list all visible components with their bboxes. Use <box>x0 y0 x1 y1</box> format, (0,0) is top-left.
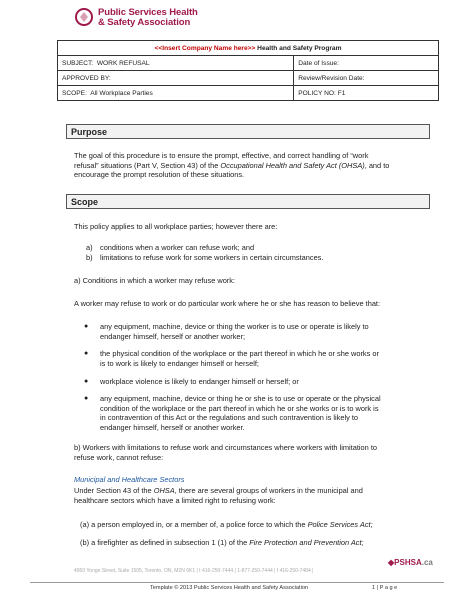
purpose-line-2a: refusal” situations (Part V, Section 43) of the <box>74 160 221 170</box>
bullet-icon: ● <box>84 350 89 357</box>
bullet-icon: ● <box>84 378 89 385</box>
bullet-2-line-1: the physical condition of the workplace or the part thereof in which he or she works or <box>100 349 379 358</box>
bullet-1-line-1: any equipment, machine, device or thing the worker is to use or operate is likely to <box>100 322 369 331</box>
review-date-cell <box>294 71 439 86</box>
logo-text <box>98 8 198 28</box>
scope-heading: Scope <box>66 194 430 209</box>
scope-value: All Workplace Parties <box>90 89 153 97</box>
bullet-icon: ● <box>84 395 89 402</box>
bullet-3-line-1: workplace violence is likely to endanger himself or herself; or <box>100 377 299 386</box>
date-of-issue-cell <box>294 56 439 71</box>
scope-item-a-text: conditions when a worker can refuse work; and <box>100 243 255 252</box>
fire-protection-act: Fire Protection and Prevention Act; <box>249 538 364 547</box>
approved-by-label: APPROVED BY: <box>62 74 111 82</box>
pshsa-logo <box>74 5 214 37</box>
subject-label: SUBJECT: <box>62 59 94 67</box>
ohsa-reference: Occupational Health and Safety Act (OHSA) <box>220 160 365 170</box>
logo-line2: & Safety Association <box>98 17 191 28</box>
pshsa-brand-name: PSHSA <box>394 558 422 567</box>
program-title-suffix: Health and Safety Program <box>255 44 342 52</box>
limited-item-a <box>80 520 442 530</box>
program-title <box>58 41 439 56</box>
section-43-line-1c: , there are several groups of workers in the municipal and <box>174 486 363 495</box>
scope-label: SCOPE: <box>62 89 87 97</box>
pshsa-brand <box>388 558 433 567</box>
purpose-heading: Purpose <box>66 124 430 139</box>
review-date-label: Review/Revision Date: <box>298 74 365 82</box>
footer-copyright: Template © 2013 Public Services Health and Safety Association <box>150 585 309 591</box>
subject-cell <box>58 56 294 71</box>
logo-line1: Public Services Health <box>98 7 198 18</box>
pshsa-brand-suffix: .ca <box>421 558 433 567</box>
limitations-line-1: b) Workers with limitations to refuse work and circumstances where workers with limitation to <box>74 443 377 452</box>
conditions-heading: a) Conditions in which a worker may refuse work: <box>74 276 236 285</box>
bullet-2-line-2: is to work is likely to endanger himself or herself; <box>100 358 259 368</box>
policy-no-label: POLICY NO: <box>298 89 336 97</box>
section-43-line-1a: Under Section 43 of the <box>74 486 154 495</box>
conditions-intro: A worker may refuse to work or do particular work where he or she has reason to believe that: <box>74 299 381 308</box>
purpose-line-2 <box>74 161 436 171</box>
bullet-4-line-3: in contravention of this Act or the regulations and such contravention is likely to <box>100 413 358 423</box>
purpose-line-2c: , and to <box>364 160 390 170</box>
footer-page-number: 1 | P a g e <box>372 585 398 591</box>
policy-no-cell <box>294 86 439 101</box>
limited-item-b <box>80 538 442 548</box>
purpose-line-1: The goal of this procedure is to ensure the prompt, effective, and correct handling of “work <box>74 151 369 160</box>
scope-item-a-marker: a) <box>86 243 93 252</box>
section-43-line-2: healthcare sectors which have a limited right to refusing work: <box>74 495 276 505</box>
purpose-paragraph <box>74 151 436 180</box>
date-of-issue-label: Date of Issue: <box>298 59 339 67</box>
scope-cell <box>58 86 294 101</box>
footer-address: 4950 Yonge Street, Suite 1505, Toronto, ON, M2N 6K1 | t 416-250-7444 | 1-877-250-7444 | f 416-250-7484 | <box>74 568 314 574</box>
pshsa-mark-icon: ◆ <box>388 558 395 567</box>
limitations-line-2: refuse work, cannot refuse: <box>74 452 164 462</box>
policy-no-value: F1 <box>337 89 346 97</box>
section-43-paragraph <box>74 486 436 505</box>
bullet-icon: ● <box>84 323 89 330</box>
bullet-4-line-1: any equipment, machine, device or thing he or she is to use or operate or the physical <box>100 394 381 403</box>
company-name-placeholder: <<Insert Company Name here>> <box>154 44 256 52</box>
scope-item-b-text: limitations to refuse work for some workers in certain circumstances. <box>100 253 324 262</box>
scope-intro: This policy applies to all workplace parties; however there are: <box>74 222 278 231</box>
document-header-table <box>57 40 439 101</box>
ohsa-abbrev: OHSA <box>153 486 175 495</box>
bullet-4-line-2: condition of the workplace or the part thereof in which he or she works or is to work is <box>100 403 379 413</box>
bullet-4-line-4: endanger himself, herself or another worker. <box>100 422 245 432</box>
footer-divider <box>30 582 444 583</box>
approved-by-cell <box>58 71 294 86</box>
limited-item-a-text: (a) a person employed in, or a member of, a police force to which the <box>80 520 308 529</box>
purpose-line-3: encourage the prompt resolution of these situations. <box>74 170 245 180</box>
limitations-heading <box>74 443 436 462</box>
municipal-subheading: Municipal and Healthcare Sectors <box>74 475 185 484</box>
police-services-act: Police Services Act; <box>307 520 373 529</box>
section-43-line-1 <box>74 486 436 496</box>
limited-item-b-text: (b) a firefighter as defined in subsection 1 (1) of the <box>80 538 250 547</box>
subject-value: WORK REFUSAL <box>96 59 150 67</box>
scope-item-b-marker: b) <box>86 253 93 262</box>
logo-mark-icon <box>74 7 94 27</box>
bullet-1-line-2: endanger himself, herself or another worker; <box>100 331 246 341</box>
